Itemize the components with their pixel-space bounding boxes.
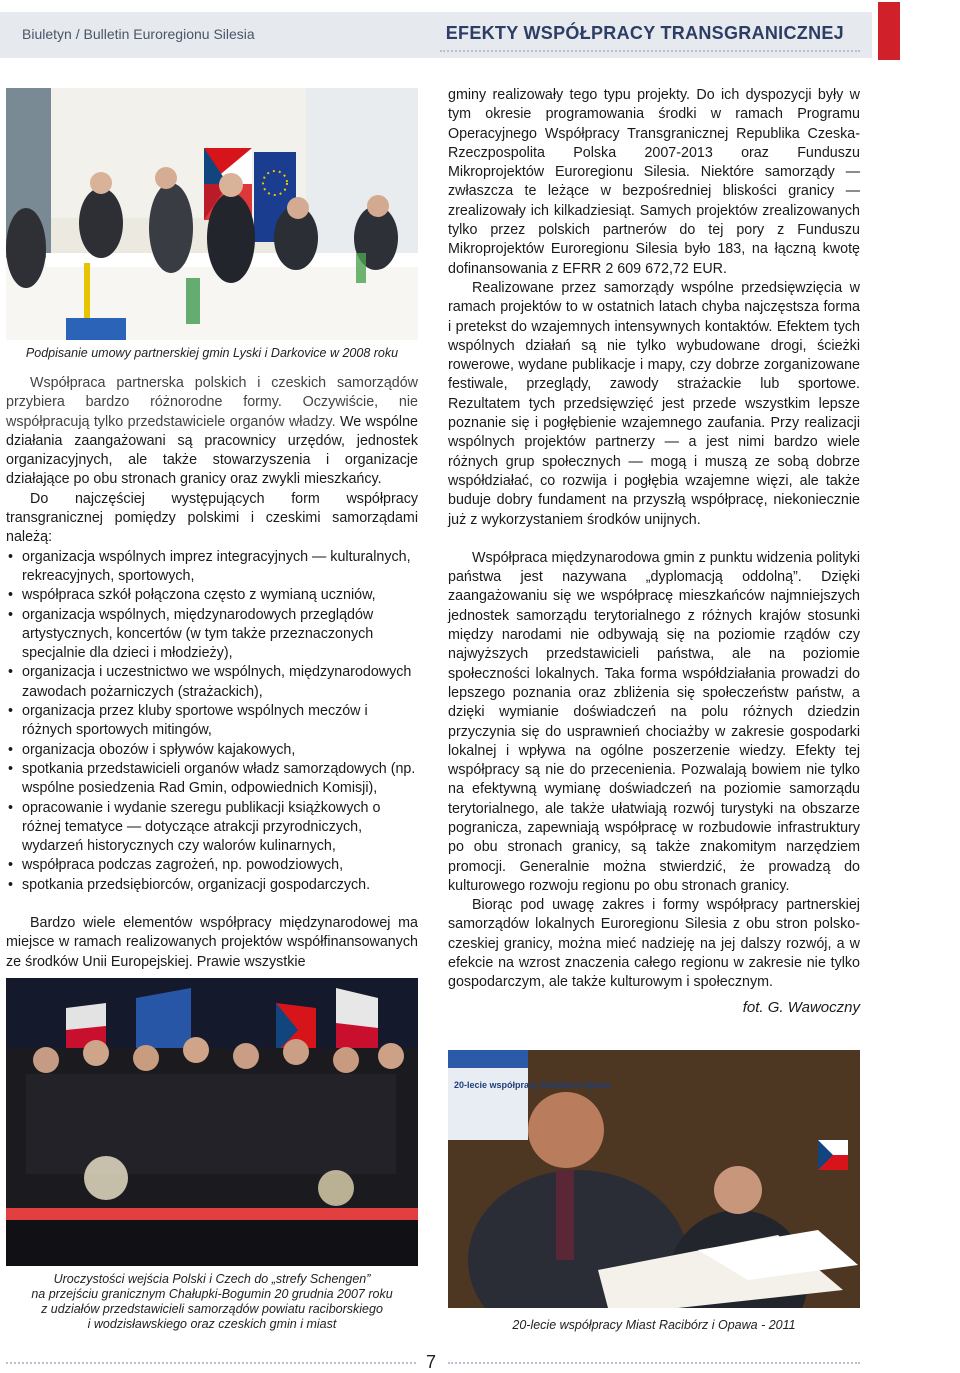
schengen-ceremony-image bbox=[6, 978, 418, 1266]
list-item: • opracowanie i wydanie szeregu publikacji książkowych o różnej tematyce — dotyczące atrakcji przyrodniczych, wydarzeń historycznych czy walorów kulinarnych, bbox=[6, 799, 418, 857]
list-item: • organizacja przez kluby sportowe wspólnych meczów i różnych sportowych mitingów, bbox=[6, 702, 418, 741]
list-item: • spotkania przedstawicieli organów władz samorządowych (np. wspólne posiedzenia Rad Gmin, odpowiednich Komisji), bbox=[6, 760, 418, 799]
left-paragraph-1-body: We wspólne działania zaangażowani są pracownicy urzędów, jednostek organizacyjnych, ale także stowarzyszenia i organizacje działające po obu stronach granicy oraz zwykli mieszkańcy. bbox=[6, 413, 418, 488]
photo-signing-caption: Podpisanie umowy partnerskiej gmin Lyski i Darkovice w 2008 roku bbox=[25, 346, 399, 360]
list-item: • współpraca podczas zagrożeń, np. powodziowych, bbox=[6, 856, 418, 875]
photo-credit: fot. G. Wawoczny bbox=[742, 998, 860, 1016]
list-item: • współpraca szkół połączona często z wymianą uczniów, bbox=[6, 586, 418, 605]
photo-schengen-caption-line-3: z udziałów przedstawicieli samorządów powiatu raciborskiego bbox=[41, 1302, 383, 1316]
left-paragraph-2 bbox=[6, 490, 418, 548]
right-paragraph-2 bbox=[448, 279, 860, 530]
header-divider bbox=[440, 50, 860, 52]
photo-schengen-caption-line-1: Uroczystości wejścia Polski i Czech do „strefy Schengen” bbox=[53, 1272, 371, 1286]
list-item: • spotkania przedsiębiorców, organizacji gospodarczych. bbox=[6, 876, 418, 895]
right-paragraph-1: gminy realizowały tego typu projekty. Do ich dyspozycji były w tym okresie programowania środki w ramach Programu Operacyjnego Współpracy Transgranicznej Republika Czeska-Rzeczpospolita Polska 2007-2013 oraz Funduszu Mikroprojektów Euroregionu Silesia. Niektóre samorządy — zwłaszcza te leżące w bezpośredniej bliskości granicy — zrealizowały ich kilkadziesiąt. Samych projektów zrealizowanych tylko przez polskich partnerów do tej pory z Funduszu Mikroprojektów Euroregionu Silesia było 183, na łączną kwotę dofinansowania z EFRR 2 609 672,72 EUR. bbox=[448, 87, 860, 277]
left-paragraph-3 bbox=[6, 914, 418, 972]
raciborz-opava-image bbox=[448, 1050, 860, 1308]
right-paragraph-3 bbox=[448, 549, 860, 896]
left-paragraph-2-text: Do najczęściej występujących form współpracy transgranicznej pomiędzy polskimi i czeskimi samorządami należą: bbox=[6, 490, 418, 546]
photo-schengen-caption-line-2: na przejściu granicznym Chałupki-Bogumin 20 grudnia 2007 roku bbox=[31, 1287, 393, 1301]
right-paragraph-4-text: Biorąc pod uwagę zakres i formy współpracy partnerskiej samorządów lokalnych Euroregionu Silesia z obu stron polsko-czeskiej granicy, można mieć nadzieję na jej dalszy rozwój, a w efekcie na wzrost znaczenia całego regionu w zakresie nie tylko gospodarczym, ale także kulturowym i społecznym. bbox=[448, 897, 860, 991]
cooperation-forms-list bbox=[6, 548, 418, 895]
list-item: • organizacja wspólnych imprez integracyjnych — kulturalnych, rekreacyjnych, sportowych, bbox=[6, 548, 418, 587]
right-paragraph-4 bbox=[448, 896, 860, 992]
page-number: 7 bbox=[426, 1352, 437, 1372]
photo-raciborz-opava bbox=[448, 1050, 860, 1308]
photo-schengen-ceremony bbox=[6, 978, 418, 1266]
left-paragraph-3-text: Bardzo wiele elementów współpracy międzynarodowej ma miejsce w ramach realizowanych projektów współfinansowanych ze środków Unii Europejskiej. Prawie wszystkie bbox=[6, 915, 418, 970]
list-item: • organizacja obozów i spływów kajakowych, bbox=[6, 741, 418, 760]
footer-divider-right bbox=[448, 1362, 860, 1364]
section-title: EFEKTY WSPÓŁPRACY TRANSGRANICZNEJ bbox=[445, 23, 844, 43]
photo-raciborz-caption: 20-lecie współpracy Miast Racibórz i Opawa - 2011 bbox=[512, 1318, 796, 1332]
footer-divider-left bbox=[6, 1362, 416, 1364]
left-paragraph-1-intro: Współpraca partnerska polskich i czeskich samorządów przybiera bardzo różnorodne formy. Oczywiście, nie współpracują tylko przedstawiciele organów władzy. bbox=[6, 375, 418, 430]
signing-ceremony-image bbox=[6, 88, 418, 340]
photo-signing-ceremony bbox=[6, 88, 418, 340]
accent-block bbox=[878, 2, 900, 60]
bulletin-title: Biuletyn / Bulletin Euroregionu Silesia bbox=[22, 26, 255, 42]
list-item: • organizacja i uczestnictwo we wspólnych, międzynarodowych zawodach pożarniczych (strażackich), bbox=[6, 663, 418, 702]
right-paragraph-2-text: Realizowane przez samorządy wspólne przedsięwzięcia w ramach projektów to w ostatnich latach chyba najczęstsza forma i pretekst do wzajemnych intensywnych kontaktów. Efektem tych wspólnych działań są nie tylko wybudowane drogi, ścieżki rowerowe, wydane publikacje i mapy, czy dobrze zorganizowane festiwale, przeglądy, zawody strażackie lub sportowe. Rezultatem tych przedsięwzięć jest przede wszystkim lepsze poznanie się i pogłębienie wzajemnego zaufania. Przy realizacji wspólnych projektów partnerzy — a jest nimi bardzo wiele różnych grup społecznych — mogą i muszą ze sobą dobrze współdziałać, co rozwija i pogłębia wzajemne więzi, ale także buduje dobry fundament na przyszłą współpracę, niekoniecznie już z wykorzystaniem środków unijnych. bbox=[448, 279, 860, 528]
banner-text: 20-lecie współpracy Racibórz-Opava bbox=[454, 1080, 611, 1090]
left-paragraph-1 bbox=[6, 374, 418, 490]
photo-schengen-caption-line-4: i wodzisławskiego oraz czeskich gmin i miast bbox=[87, 1317, 337, 1331]
right-paragraph-3-text: Współpraca międzynarodowa gmin z punktu widzenia polityki państwa jest nazywana „dyplomacją oddolną”. Dzięki zaangażowaniu się we współpracę mieszkańców najmniejszych jednostek samorządu terytorialnego z różnych krajów stosunki między narodami nie odbywają się na poziomie rządów czy najwyższych przedstawicieli państwa, ale na poziomie społeczności lokalnych. Taka forma współdziałania prowadzi do lepszego poznania oraz zbliżenia się społeczeństw państw, a dzięki wymianie doświadczeń na polu różnych dziedzin przyczynia się do usprawnień chociażby w zakresie gospodarki lokalnej i wpływa na ogólne poszerzenie wiedzy. Efekty tej współpracy są nie do przecenienia. Pozwalają bowiem nie tylko na efektywną wymianę doświadczeń na poziomie samorządu terytorialnego, ale także ułatwiają rozwój turystyki na obszarze pogranicza, zapewniają współpracę w rozbudowie infrastruktury po obu stronach granicy, są także znakomitym narzędziem promocji. Generalnie można stwierdzić, że prowadzą do kulturowego rozwoju regionu po obu stronach granicy. bbox=[448, 549, 860, 894]
list-item: • organizacja wspólnych, międzynarodowych przeglądów artystycznych, koncertów (w tym także przeznaczonych specjalnie dla dzieci i młodzieży), bbox=[6, 606, 418, 664]
